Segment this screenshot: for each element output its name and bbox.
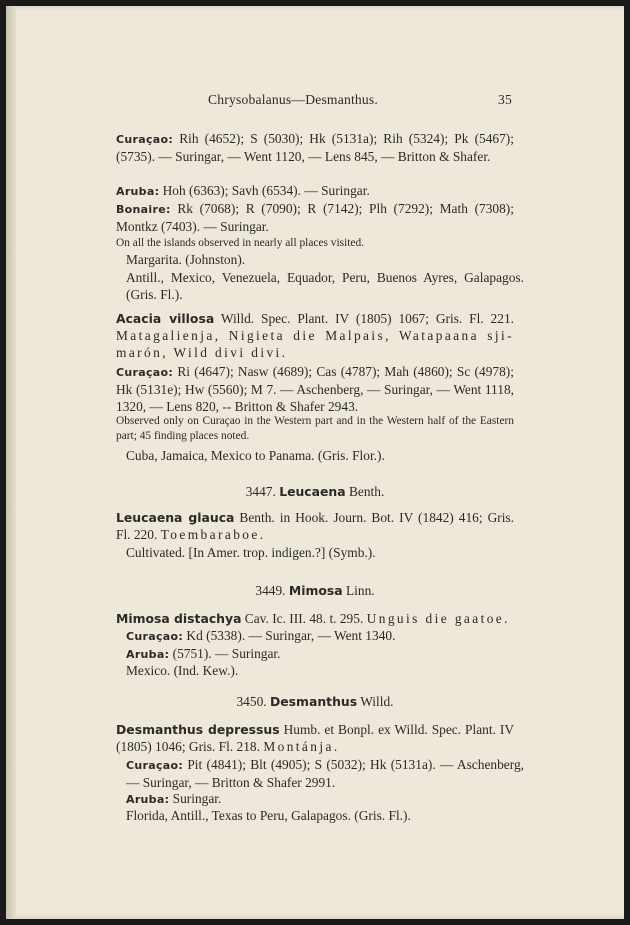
header-title: Chrysobalanus—Desmanthus. xyxy=(208,92,378,107)
entry-curacao-2: Curaçao: Ri (4647); Nasw (4689); Cas (4787); Mah (4860); Sc (4978); Hk (5131e); Hw (5560); M 7. — Aschenberg, — Suringar, — Went 1118, 1320, — Lens 820, -- Britton & Shafer 2943. xyxy=(116,364,514,414)
margarita-line: Margarita. (Johnston). xyxy=(126,252,246,267)
genus-leucaena: 3447. Leucaena Benth. xyxy=(245,484,385,499)
genus-mimosa: 3449. Mimosa Linn. xyxy=(255,583,375,598)
genus-desmanthus: 3450. Desmanthus Willd. xyxy=(236,694,394,709)
entry-aruba-1: Aruba: Hoh (6363); Savh (6534). — Suringar. xyxy=(116,183,370,198)
distribution-3: Mexico. (Ind. Kew.). xyxy=(126,663,239,678)
book-page xyxy=(6,6,624,919)
species-mimosa-distachya: Mimosa distachya Cav. Ic. III. 48. t. 295. Unguis die gaatoe. xyxy=(116,611,510,626)
page-gutter xyxy=(6,6,16,919)
note-observed: Observed only on Curaçao in the Western part and in the Western half of the Eastern part; 45 finding places noted. xyxy=(116,415,514,442)
distribution-1: Antill., Mexico, Venezuela, Equador, Peru, Buenos Ayres, Galapagos. (Gris. Fl.). xyxy=(126,270,524,302)
page-number: 35 xyxy=(498,92,512,107)
species-leucaena-glauca: Leucaena glauca Benth. in Hook. Journ. Bot. IV (1842) 416; Gris. Fl. 220. Toembaraboe. xyxy=(116,510,514,542)
distribution-4: Florida, Antill., Texas to Peru, Galapagos. (Gris. Fl.). xyxy=(126,808,411,823)
entry-bonaire-1: Bonaire: Rk (7068); R (7090); R (7142); Plh (7292); Math (7308); Montkz (7403). — Suringar. xyxy=(116,201,514,234)
entry-aruba-3: Aruba: Suringar. xyxy=(126,791,222,806)
running-header xyxy=(116,91,514,111)
distribution-2: Cuba, Jamaica, Mexico to Panama. (Gris. Flor.). xyxy=(126,448,385,463)
species-acacia-villosa: Acacia villosa Willd. Spec. Plant. IV (1805) 1067; Gris. Fl. 221. Matagalienja, Nigieta die Malpais, Watapaana sji-marón, Wild divi divi. xyxy=(116,311,514,360)
entry-curacao-1: Curaçao: Rih (4652); S (5030); Hk (5131a); Rih (5324); Pk (5467); (5735). — Suringar, — Went 1120, — Lens 845, — Britton & Shafer. xyxy=(116,131,514,164)
note-islands: On all the islands observed in nearly all places visited. xyxy=(116,237,364,249)
species-desmanthus-depressus: Desmanthus depressus Humb. et Bonpl. ex Willd. Spec. Plant. IV (1805) 1046; Gris. Fl. 218. Montánja. xyxy=(116,722,515,754)
entry-aruba-2: Aruba: (5751). — Suringar. xyxy=(126,646,281,661)
entry-curacao-4: Curaçao: Pit (4841); Blt (4905); S (5032); Hk (5131a). — Aschenberg, — Suringar, — Britton & Shafer 2991. xyxy=(126,757,524,790)
entry-curacao-3: Curaçao: Kd (5338). — Suringar, — Went 1340. xyxy=(126,628,396,643)
cultivated-line: Cultivated. [In Amer. trop. indigen.?] (Symb.). xyxy=(126,545,376,560)
